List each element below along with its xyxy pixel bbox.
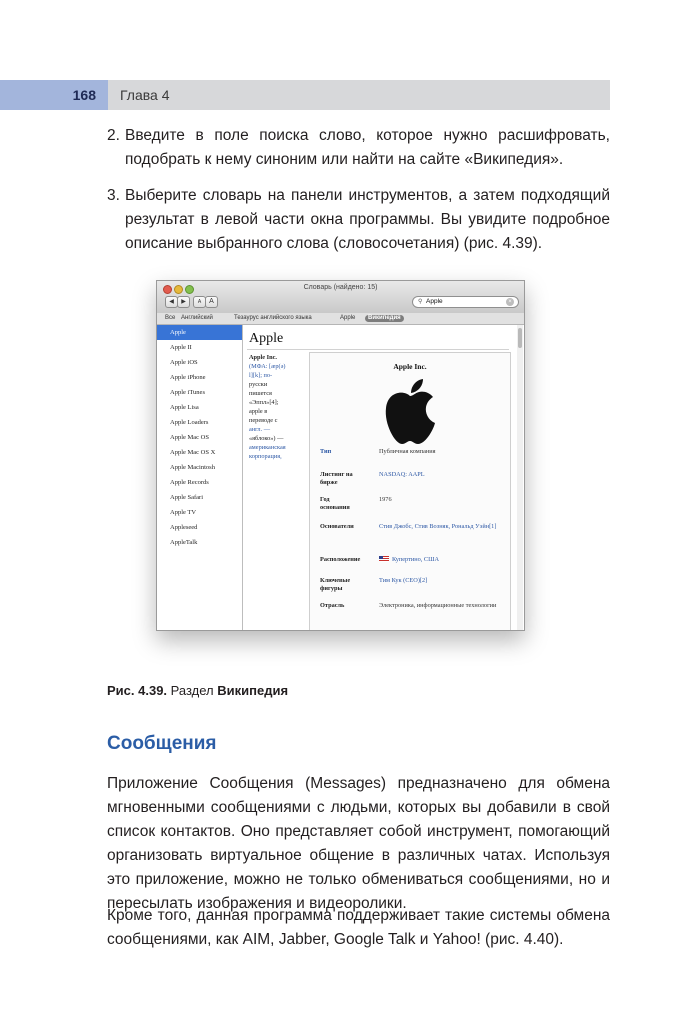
figure-caption <box>107 683 288 698</box>
search-value: Apple <box>426 298 443 305</box>
step-item <box>107 124 610 172</box>
step-item <box>107 184 610 256</box>
intro-line[interactable]: англ. — <box>249 426 271 433</box>
sidebar-item[interactable]: Apple iOS <box>170 359 198 366</box>
article-intro <box>249 353 306 461</box>
clear-search-icon[interactable]: × <box>506 298 514 306</box>
sidebar-item[interactable]: Appleseed <box>170 524 198 531</box>
infobox-value[interactable]: Тим Кук (CEO)[2] <box>379 577 428 584</box>
header-chapter-band <box>108 80 610 110</box>
article-scrollbar[interactable] <box>517 325 523 630</box>
sidebar-item[interactable]: Apple Safari <box>170 494 204 501</box>
sidebar-item[interactable]: Apple Loaders <box>170 419 209 426</box>
sidebar-item[interactable]: Apple Mac OS <box>170 434 209 441</box>
infobox-location[interactable] <box>379 556 504 564</box>
intro-line[interactable]: l][k]; по- <box>249 372 273 379</box>
window-title: Словарь (найдено: 15) <box>303 284 378 291</box>
infobox-key: Расположение <box>320 556 361 563</box>
section-title: Сообщения <box>107 733 217 754</box>
steps-list <box>107 124 610 268</box>
sidebar-item[interactable]: Apple Mac OS X <box>170 449 216 456</box>
infobox-key: Ключевые фигуры <box>320 577 351 592</box>
infobox-value[interactable]: NASDAQ: AAPL <box>379 471 425 478</box>
intro-line: «яблоко») — <box>249 435 284 442</box>
intro-line[interactable]: (МФА: [æp(ə) <box>249 363 286 370</box>
dictionary-window-screenshot <box>156 280 525 631</box>
window-titlebar <box>157 281 524 314</box>
us-flag-icon <box>379 556 389 562</box>
intro-line: русски <box>249 381 268 388</box>
sidebar-item[interactable]: Apple TV <box>170 509 197 516</box>
page-number: 168 <box>72 87 96 103</box>
caption-text: Раздел <box>170 683 214 698</box>
article-title: Apple <box>249 331 284 346</box>
intro-line: «Эппл»[4]; <box>249 399 279 406</box>
scope-thesaurus[interactable]: Тезаурус английского языка <box>234 315 312 321</box>
font-smaller-button[interactable]: A <box>193 296 206 308</box>
step-text: Введите в поле поиска слово, которое нужно расшифровать, подобрать к нему синоним или найти на сайте «Википедия». <box>125 127 610 168</box>
scrollbar-thumb[interactable] <box>518 328 522 348</box>
infobox-title: Apple Inc. <box>393 362 427 371</box>
intro-line: пишется <box>249 390 272 397</box>
font-larger-button[interactable]: A <box>205 296 218 308</box>
step-number: 3. <box>107 187 120 204</box>
title-divider <box>247 349 509 350</box>
paragraph: Кроме того, данная программа поддерживает такие системы обмена сообщениями, как AIM, Jabber, Google Talk и Yahoo! (рис. 4.40). <box>107 907 610 948</box>
search-input[interactable] <box>412 296 519 308</box>
header-page-number-band <box>0 80 108 110</box>
forward-button[interactable]: ▶ <box>177 296 190 308</box>
infobox-value: Электроника, информационные технологии <box>379 602 497 609</box>
wikipedia-infobox <box>309 352 511 630</box>
infobox-key: Отрасль <box>320 602 345 609</box>
sidebar-item[interactable]: AppleTalk <box>170 539 198 546</box>
step-number: 2. <box>107 127 120 144</box>
scope-apple[interactable]: Apple <box>340 315 356 321</box>
sidebar-item[interactable]: Apple iPhone <box>170 374 206 381</box>
sidebar-item[interactable]: Apple Records <box>170 479 209 486</box>
infobox-value: 1976 <box>379 496 392 503</box>
intro-line[interactable]: корпорация, <box>249 453 282 460</box>
intro-line: apple в <box>249 408 268 415</box>
scope-wikipedia[interactable]: Википедия <box>365 315 404 322</box>
step-text: Выберите словарь на панели инструментов, а затем подходящий результат в левой части окна программы. Вы увидите подробное описание выбранного слова (словосочетания) (рис. 4.39). <box>125 187 610 252</box>
sidebar-item[interactable]: Apple <box>157 325 242 340</box>
back-button[interactable]: ◀ <box>165 296 178 308</box>
results-sidebar <box>157 325 243 630</box>
caption-label: Рис. 4.39. <box>107 683 168 698</box>
scope-all[interactable]: Все <box>165 315 176 321</box>
sidebar-item[interactable]: Apple Macintosh <box>170 464 215 471</box>
sidebar-item[interactable]: Apple II <box>170 344 192 351</box>
sidebar-item[interactable]: Apple iTunes <box>170 389 205 396</box>
chapter-title: Глава 4 <box>120 87 170 103</box>
infobox-key: Листинг на бирже <box>320 471 353 486</box>
apple-logo-icon <box>380 378 440 448</box>
article-pane <box>243 325 524 630</box>
sidebar-item[interactable]: Apple Lisa <box>170 404 199 411</box>
infobox-key: Основатели <box>320 523 354 530</box>
dictionary-scope-bar <box>157 313 524 325</box>
intro-line: Apple Inc. <box>249 354 277 361</box>
intro-line[interactable]: американская <box>249 444 286 451</box>
infobox-key: Год основания <box>320 496 350 511</box>
infobox-value[interactable]: Стив Джобс, Стив Возняк, Рональд Уэйн[1] <box>379 523 497 530</box>
intro-line: переводе с <box>249 417 278 424</box>
infobox-value: Купертино, США <box>392 556 439 563</box>
paragraph: Приложение Сообщения (Messages) предназначено для обмена мгновенными сообщениями с людьми, которых вы добавили в свой список контактов. Оно представляет собой инструмент, помогающий организовать виртуальное общение в различных чатах. Используя это приложение, можно не только обмениваться сообщениями, но и пересылать изображения и видеоролики. <box>107 775 610 912</box>
infobox-value: Публичная компания <box>379 448 436 455</box>
infobox-key[interactable]: Тип <box>320 448 332 455</box>
scope-english[interactable]: Английский <box>181 315 213 321</box>
magnifier-icon: ⚲ <box>418 299 423 305</box>
caption-bold-text: Википедия <box>217 683 289 698</box>
